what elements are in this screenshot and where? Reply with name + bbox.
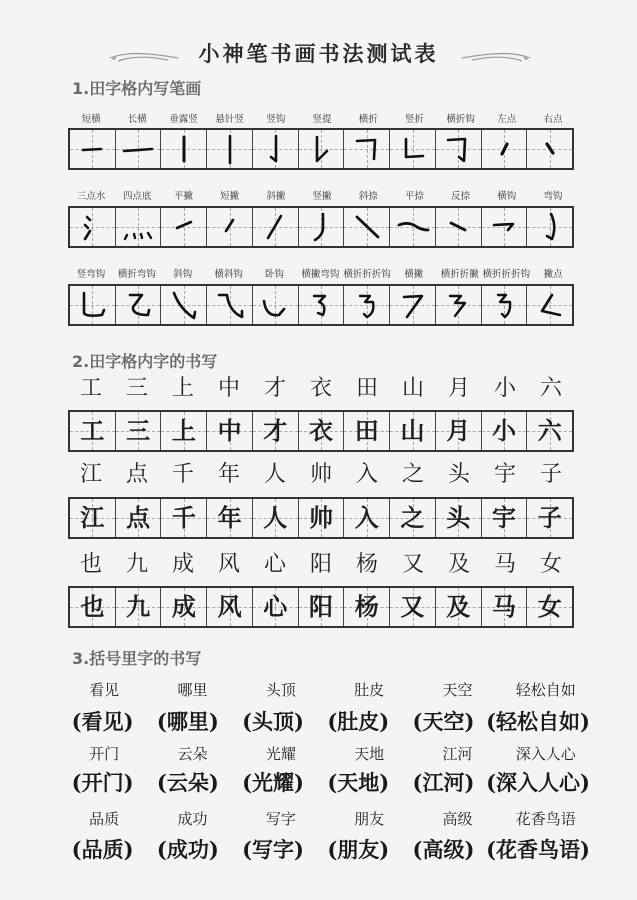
bracketed-word: (天空) bbox=[412, 709, 475, 734]
vertical-bend-hook-stroke bbox=[74, 287, 110, 323]
model-char-row-3 bbox=[68, 554, 574, 576]
word-row-2 bbox=[60, 743, 590, 764]
written-char: 山 bbox=[400, 416, 425, 445]
stroke-label-row-3 bbox=[68, 266, 576, 280]
tianzige-cell bbox=[70, 588, 116, 626]
tianzige-cell bbox=[253, 588, 299, 626]
dew-vertical-stroke bbox=[166, 131, 202, 167]
tianzige-cell bbox=[390, 499, 436, 537]
model-char: 阳 bbox=[309, 552, 332, 577]
bracketed-word: (高级) bbox=[412, 837, 475, 862]
horizontal-left-falling-curved-hook-stroke bbox=[303, 287, 339, 323]
stroke-label: 垂露竖 bbox=[169, 114, 198, 125]
stroke-label: 横钩 bbox=[497, 191, 517, 202]
model-char: 及 bbox=[447, 552, 470, 577]
curved-hook-stroke bbox=[532, 209, 568, 245]
model-char: 心 bbox=[263, 552, 286, 577]
tianzige-cell bbox=[116, 412, 162, 450]
model-char: 年 bbox=[217, 462, 240, 487]
tianzige-cell bbox=[70, 286, 116, 324]
stroke-label: 横折钩 bbox=[446, 114, 475, 125]
stroke-label-row-1 bbox=[68, 111, 576, 125]
written-char: 宇 bbox=[491, 503, 516, 532]
short-horizontal-stroke bbox=[74, 131, 110, 167]
stroke-label: 平撇 bbox=[173, 191, 193, 202]
flat-right-falling-stroke bbox=[395, 209, 431, 245]
model-char: 风 bbox=[217, 552, 240, 577]
slant-hook-stroke bbox=[166, 287, 202, 323]
model-char: 六 bbox=[539, 376, 562, 401]
tianzige-cell bbox=[207, 130, 253, 168]
model-char: 山 bbox=[401, 376, 424, 401]
tianzige-cell bbox=[482, 499, 528, 537]
stroke-label: 横折 bbox=[358, 114, 378, 125]
stroke-label: 竖钩 bbox=[266, 114, 286, 125]
section1-heading: 1.田字格内写笔画 bbox=[72, 79, 202, 98]
tianzige-cell bbox=[482, 588, 528, 626]
left-dot-stroke bbox=[486, 131, 522, 167]
section3-heading: 3.括号里字的书写 bbox=[72, 649, 202, 668]
tianzige-cell bbox=[299, 412, 345, 450]
written-char: 上 bbox=[171, 416, 196, 445]
tianzige-cell bbox=[116, 499, 162, 537]
written-char: 风 bbox=[217, 592, 242, 621]
written-char: 六 bbox=[537, 416, 562, 445]
char-grid-row-3 bbox=[68, 586, 574, 628]
tianzige-cell bbox=[482, 286, 528, 324]
written-char: 点 bbox=[126, 503, 151, 532]
bracketed-word: (朋友) bbox=[327, 837, 390, 862]
tianzige-cell bbox=[207, 208, 253, 246]
written-char: 也 bbox=[80, 592, 105, 621]
stroke-label: 长横 bbox=[127, 114, 147, 125]
horizontal-turn-hook-stroke bbox=[440, 131, 476, 167]
model-char: 才 bbox=[263, 376, 286, 401]
slant-right-falling-stroke bbox=[349, 209, 385, 245]
model-word: 天地 bbox=[354, 745, 385, 763]
tianzige-cell bbox=[344, 208, 390, 246]
tianzige-cell bbox=[116, 588, 162, 626]
written-char: 阳 bbox=[309, 592, 334, 621]
stroke-label: 横折折折钩 bbox=[482, 269, 531, 280]
tianzige-cell bbox=[344, 588, 390, 626]
tianzige-cell bbox=[436, 412, 482, 450]
four-dot-bottom-stroke bbox=[120, 209, 156, 245]
tianzige-cell bbox=[207, 499, 253, 537]
tianzige-cell bbox=[70, 208, 116, 246]
stroke-label: 竖撇 bbox=[312, 191, 332, 202]
model-char: 也 bbox=[79, 552, 102, 577]
model-word: 江河 bbox=[442, 745, 473, 763]
model-char: 月 bbox=[447, 376, 470, 401]
tianzige-cell bbox=[527, 130, 572, 168]
tianzige-cell bbox=[253, 499, 299, 537]
written-char: 九 bbox=[126, 592, 151, 621]
char-grid-row-2 bbox=[68, 497, 574, 539]
written-char: 千 bbox=[171, 503, 196, 532]
stroke-label: 撇点 bbox=[543, 269, 563, 280]
bracketed-word: (轻松自如) bbox=[486, 709, 590, 734]
stroke-label: 竖提 bbox=[312, 114, 332, 125]
stroke-label: 横撇弯钩 bbox=[301, 269, 340, 280]
page-title: 小神笔书画书法测试表 bbox=[198, 42, 439, 66]
reverse-right-falling-stroke bbox=[440, 209, 476, 245]
tianzige-cell bbox=[161, 412, 207, 450]
horizontal-double-turn-left-falling-stroke bbox=[440, 287, 476, 323]
model-char: 头 bbox=[447, 462, 470, 487]
stroke-label: 横斜钩 bbox=[214, 269, 243, 280]
model-char: 女 bbox=[539, 552, 562, 577]
bracketed-word: (天地) bbox=[327, 770, 390, 795]
vertical-hook-stroke bbox=[257, 131, 293, 167]
bracket-row-2 bbox=[60, 767, 590, 797]
bracketed-word: (写字) bbox=[242, 837, 304, 862]
written-char: 中 bbox=[217, 416, 242, 445]
model-word: 看见 bbox=[89, 681, 120, 699]
model-word: 云朵 bbox=[177, 745, 208, 763]
model-char: 九 bbox=[125, 552, 148, 577]
model-char-row-2 bbox=[68, 464, 574, 486]
model-word: 朋友 bbox=[354, 810, 385, 828]
stroke-grid-row-1 bbox=[68, 128, 574, 170]
stroke-grid-row-2 bbox=[68, 206, 574, 248]
bracket-row-3 bbox=[60, 834, 590, 864]
stroke-grid-row-3 bbox=[68, 284, 574, 326]
stroke-label: 三点水 bbox=[76, 191, 106, 202]
stroke-label: 短撇 bbox=[220, 191, 240, 202]
char-grid-row-1 bbox=[68, 410, 574, 452]
model-word: 深入人心 bbox=[515, 745, 576, 763]
model-char: 人 bbox=[263, 462, 286, 487]
tianzige-cell bbox=[70, 499, 116, 537]
model-char: 衣 bbox=[309, 376, 332, 401]
stroke-label: 斜撇 bbox=[266, 191, 286, 202]
model-char: 又 bbox=[401, 552, 424, 577]
bracketed-word: (头顶) bbox=[242, 709, 304, 734]
section2-heading: 2.田字格内字的书写 bbox=[72, 352, 218, 371]
tianzige-cell bbox=[436, 588, 482, 626]
model-char: 三 bbox=[125, 376, 148, 401]
written-char: 心 bbox=[263, 592, 288, 621]
horizontal-turn-bend-hook-stroke bbox=[120, 287, 156, 323]
stroke-label: 反捺 bbox=[451, 191, 471, 202]
tianzige-cell bbox=[116, 286, 162, 324]
model-word: 哪里 bbox=[177, 681, 208, 699]
tianzige-cell bbox=[161, 208, 207, 246]
flat-left-falling-stroke bbox=[166, 209, 202, 245]
model-word: 头顶 bbox=[265, 681, 296, 699]
tianzige-cell bbox=[344, 130, 390, 168]
horizontal-left-falling-stroke bbox=[395, 287, 431, 323]
short-left-falling-stroke bbox=[212, 209, 248, 245]
word-row-3 bbox=[60, 808, 590, 829]
model-char: 中 bbox=[217, 376, 240, 401]
written-char: 月 bbox=[446, 416, 471, 445]
written-char: 工 bbox=[80, 416, 105, 445]
tianzige-cell bbox=[299, 208, 345, 246]
needle-vertical-stroke bbox=[212, 131, 248, 167]
tianzige-cell bbox=[207, 286, 253, 324]
tianzige-cell bbox=[436, 208, 482, 246]
vertical-left-falling-stroke bbox=[303, 209, 339, 245]
written-char: 杨 bbox=[354, 592, 379, 621]
model-char: 子 bbox=[539, 462, 562, 487]
tianzige-cell bbox=[253, 412, 299, 450]
tianzige-cell bbox=[299, 286, 345, 324]
bracketed-word: (花香鸟语) bbox=[486, 837, 590, 862]
horizontal-hook-stroke bbox=[486, 209, 522, 245]
bracketed-word: (肚皮) bbox=[327, 709, 390, 734]
written-char: 三 bbox=[126, 416, 151, 445]
vertical-rise-stroke bbox=[303, 131, 339, 167]
tianzige-cell bbox=[527, 208, 572, 246]
model-char: 入 bbox=[355, 462, 378, 487]
stroke-label: 斜钩 bbox=[173, 269, 193, 280]
model-char: 田 bbox=[355, 376, 378, 401]
tianzige-cell bbox=[527, 412, 572, 450]
written-char: 帅 bbox=[309, 503, 334, 532]
tianzige-cell bbox=[161, 286, 207, 324]
model-char: 点 bbox=[125, 462, 148, 487]
tianzige-cell bbox=[527, 286, 572, 324]
tianzige-cell bbox=[116, 130, 162, 168]
tianzige-cell bbox=[299, 588, 345, 626]
tianzige-cell bbox=[299, 130, 345, 168]
model-char: 宇 bbox=[493, 462, 516, 487]
stroke-label: 卧钩 bbox=[265, 269, 285, 280]
written-char: 子 bbox=[537, 503, 562, 532]
model-word: 开门 bbox=[89, 745, 120, 763]
written-char: 之 bbox=[400, 503, 425, 532]
written-char: 马 bbox=[491, 592, 516, 621]
stroke-label: 横折弯钩 bbox=[117, 269, 156, 280]
bracketed-word: (云朵) bbox=[156, 770, 219, 795]
written-char: 衣 bbox=[309, 416, 334, 445]
model-char: 帅 bbox=[309, 462, 332, 487]
stroke-label: 横折折撇 bbox=[440, 269, 479, 280]
written-char: 头 bbox=[446, 503, 471, 532]
model-word: 写字 bbox=[265, 810, 296, 828]
stroke-label: 弯钩 bbox=[543, 191, 563, 202]
tianzige-cell bbox=[253, 130, 299, 168]
model-char: 工 bbox=[79, 376, 102, 401]
model-char: 江 bbox=[79, 462, 102, 487]
written-char: 女 bbox=[537, 592, 562, 621]
tianzige-cell bbox=[70, 130, 116, 168]
model-word: 轻松自如 bbox=[515, 681, 576, 699]
bracketed-word: (品质) bbox=[71, 837, 134, 862]
tianzige-cell bbox=[390, 130, 436, 168]
stroke-label: 竖折 bbox=[404, 114, 424, 125]
tianzige-cell bbox=[161, 588, 207, 626]
right-dot-stroke bbox=[532, 131, 568, 167]
tianzige-cell bbox=[436, 130, 482, 168]
tianzige-cell bbox=[390, 588, 436, 626]
tianzige-cell bbox=[344, 286, 390, 324]
slant-left-falling-stroke bbox=[257, 209, 293, 245]
stroke-label: 短横 bbox=[81, 114, 101, 125]
model-char: 上 bbox=[171, 376, 194, 401]
tianzige-cell bbox=[70, 412, 116, 450]
model-char: 杨 bbox=[355, 552, 378, 577]
word-row-1 bbox=[60, 679, 590, 700]
written-char: 入 bbox=[354, 503, 379, 532]
tianzige-cell bbox=[344, 412, 390, 450]
model-word: 天空 bbox=[442, 681, 473, 699]
written-char: 成 bbox=[171, 592, 196, 621]
tianzige-cell bbox=[207, 588, 253, 626]
vertical-turn-stroke bbox=[395, 131, 431, 167]
stroke-label: 四点底 bbox=[123, 191, 152, 202]
written-char: 小 bbox=[491, 416, 516, 445]
stroke-label: 竖弯钩 bbox=[76, 269, 106, 280]
tianzige-cell bbox=[482, 208, 528, 246]
stroke-label: 横折折折钩 bbox=[343, 269, 391, 280]
three-dot-water-stroke bbox=[74, 209, 110, 245]
stroke-label: 横撇 bbox=[404, 269, 424, 280]
model-word: 成功 bbox=[177, 810, 208, 828]
written-char: 江 bbox=[80, 503, 105, 532]
bracketed-word: (开门) bbox=[71, 770, 134, 795]
model-char: 马 bbox=[493, 552, 516, 577]
written-char: 人 bbox=[263, 503, 288, 532]
bracket-row-1 bbox=[60, 706, 590, 736]
tianzige-cell bbox=[527, 499, 572, 537]
tianzige-cell bbox=[390, 412, 436, 450]
model-char: 小 bbox=[493, 376, 516, 401]
tianzige-cell bbox=[207, 412, 253, 450]
stroke-label: 左点 bbox=[497, 114, 517, 125]
tianzige-cell bbox=[299, 499, 345, 537]
tianzige-cell bbox=[436, 499, 482, 537]
stroke-label: 右点 bbox=[543, 114, 563, 125]
bracketed-word: (光耀) bbox=[242, 770, 304, 795]
tianzige-cell bbox=[390, 286, 436, 324]
tianzige-cell bbox=[482, 412, 528, 450]
model-char: 成 bbox=[171, 552, 194, 577]
tianzige-cell bbox=[161, 130, 207, 168]
bracketed-word: (深入人心) bbox=[486, 770, 590, 795]
model-word: 光耀 bbox=[265, 745, 296, 763]
bracketed-word: (江河) bbox=[412, 770, 475, 795]
title-area bbox=[0, 38, 637, 74]
tianzige-cell bbox=[527, 588, 572, 626]
horizontal-slant-hook-stroke bbox=[212, 287, 248, 323]
horizontal-triple-turn-hook-stroke bbox=[349, 287, 385, 323]
written-char: 田 bbox=[354, 416, 379, 445]
bracketed-word: (看见) bbox=[71, 709, 134, 734]
horizontal-triple-turn-hook-stroke-2 bbox=[486, 287, 522, 323]
tianzige-cell bbox=[390, 208, 436, 246]
tianzige-cell bbox=[161, 499, 207, 537]
left-falling-dot-stroke bbox=[532, 287, 568, 323]
stroke-label-row-2 bbox=[68, 188, 576, 202]
model-word: 肚皮 bbox=[354, 681, 385, 699]
tianzige-cell bbox=[116, 208, 162, 246]
stroke-label: 平捺 bbox=[404, 191, 424, 202]
tianzige-cell bbox=[344, 499, 390, 537]
model-word: 花香鸟语 bbox=[515, 810, 576, 828]
written-char: 及 bbox=[446, 592, 471, 621]
lying-hook-stroke bbox=[257, 287, 293, 323]
model-char-row-1 bbox=[68, 378, 574, 400]
long-horizontal-stroke bbox=[120, 131, 156, 167]
model-char: 千 bbox=[171, 462, 194, 487]
stroke-label: 斜捺 bbox=[358, 191, 378, 202]
written-char: 才 bbox=[263, 416, 288, 445]
written-char: 年 bbox=[217, 503, 242, 532]
model-word: 品质 bbox=[89, 810, 120, 828]
tianzige-cell bbox=[253, 286, 299, 324]
tianzige-cell bbox=[482, 130, 528, 168]
bracketed-word: (成功) bbox=[156, 837, 219, 862]
bracketed-word: (哪里) bbox=[156, 709, 219, 734]
horizontal-turn-stroke bbox=[349, 131, 385, 167]
tianzige-cell bbox=[436, 286, 482, 324]
model-char: 之 bbox=[401, 462, 424, 487]
stroke-label: 悬针竖 bbox=[215, 114, 244, 125]
written-char: 又 bbox=[400, 592, 425, 621]
right-flourish-ornament bbox=[460, 50, 532, 66]
tianzige-cell bbox=[253, 208, 299, 246]
model-word: 高级 bbox=[442, 810, 473, 828]
